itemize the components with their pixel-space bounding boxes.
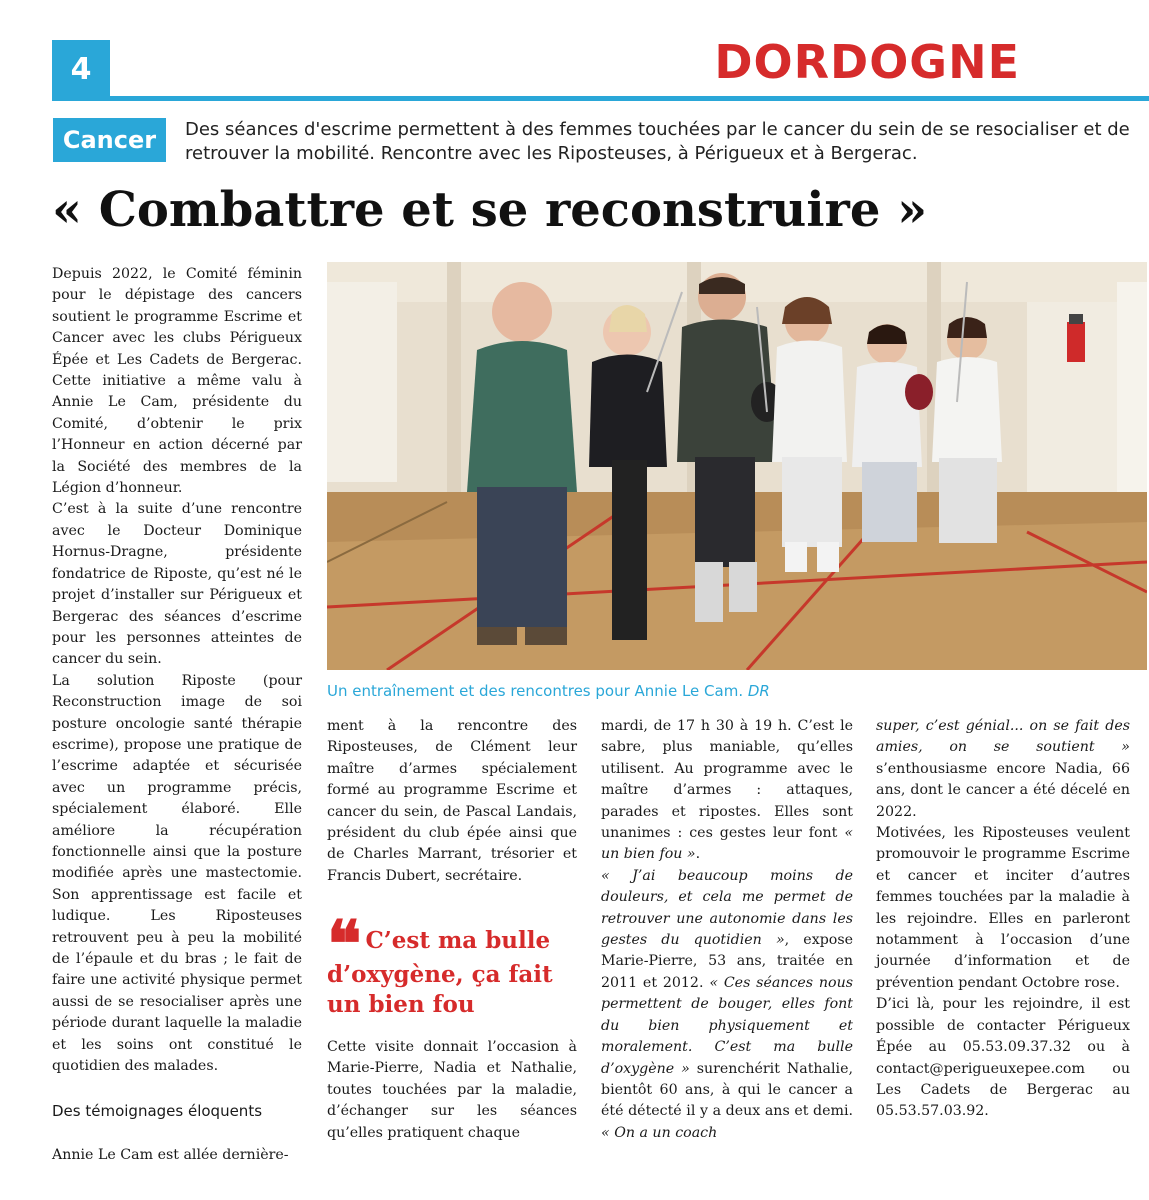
column-4 bbox=[876, 716, 1130, 1123]
paragraph: Annie Le Cam est allée dernière- bbox=[52, 1146, 289, 1163]
quote-mark-icon: ❝ bbox=[327, 907, 362, 982]
paragraph: mardi, de 17 h 30 à 19 h. C’est le sabre, plus maniable, qu’elles utilisent. Au programme avec le maître d’armes : attaques, parades et ripostes. Elles sont unanimes : ces gestes leur font « un bien fou ». bbox=[601, 718, 853, 863]
paragraph: ment à la rencontre des Riposteuses, de Clément leur maître d’armes spécialement formé au programme Escrime et cancer du sein, de Pascal Landais, président du club épée ainsi que de Charles Marrant, trésorier et Francis Dubert, secrétaire. bbox=[327, 718, 577, 884]
paragraph: D’ici là, pour les rejoindre, il est possible de contacter Périgueux Épée au 05.53.09.37.32 ou à contact@perigueuxepee.com ou Les Cadets de Bergerac au 05.53.57.03.92. bbox=[876, 996, 1130, 1120]
topic-tag: Cancer bbox=[53, 118, 166, 162]
paragraph: C’est à la suite d’une rencontre avec le Docteur Dominique Hornus-Dragne, présidente fondatrice de Riposte, qu’est né le projet d’installer sur Périgueux et Bergerac des séances d’escrime pour les personnes atteintes de cancer du sein. bbox=[52, 501, 302, 668]
paragraph: Cette visite donnait l’occasion à Marie-Pierre, Nadia et Nathalie, toutes touchées par la maladie, d’échanger sur les séances qu’elles pratiquent chaque bbox=[327, 1039, 577, 1141]
column-1 bbox=[52, 264, 302, 1166]
header-rule bbox=[52, 96, 1149, 101]
caption-text: Un entraînement et des rencontres pour Annie Le Cam. bbox=[327, 682, 744, 700]
paragraph: Motivées, les Riposteuses veulent promouvoir le programme Escrime et cancer et inciter d’autres femmes touchées par la maladie à les rejoindre. Elles en parleront notamment à l’occasion d’une journée d’information et de prévention pendant Octobre rose. bbox=[876, 825, 1130, 991]
subheading: Des témoignages éloquents bbox=[52, 1102, 263, 1121]
column-2 bbox=[327, 716, 577, 887]
photo-credit: DR bbox=[747, 682, 770, 700]
section-title: DORDOGNE bbox=[714, 35, 1020, 89]
pull-quote-text: C’est ma bulle d’oxygène, ça fait un bien fou bbox=[327, 927, 553, 1018]
paragraph: super, c’est génial... on se fait des amies, on se soutient » s’enthousiasme encore Nadia, 66 ans, dont le cancer a été décelé en 2022. bbox=[876, 718, 1130, 820]
article-lede: Des séances d'escrime permettent à des femmes touchées par le cancer du sein de se resocialiser et de retrouver la mobilité. Rencontre avec les Riposteuses, à Périgueux et à Bergerac. bbox=[185, 119, 1130, 164]
column-2-lower bbox=[327, 1037, 577, 1144]
pull-quote bbox=[327, 907, 582, 1020]
column-3 bbox=[601, 716, 853, 1144]
page-number: 4 bbox=[52, 40, 110, 100]
article-photo bbox=[327, 262, 1147, 670]
paragraph: Depuis 2022, le Comité féminin pour le dépistage des cancers soutient le programme Escrime et Cancer avec les clubs Périgueux Épée et Les Cadets de Bergerac. Cette initiative a même valu à Annie Le Cam, présidente du Comité, d’obtenir le prix l’Honneur en action décerné par la Société des membres de la Légion d’honneur. bbox=[52, 266, 302, 497]
paragraph: La solution Riposte (pour Reconstruction image de soi posture oncologie santé thérapie escrime), propose une pratique de l’escrime adaptée et sécurisée avec un programme précis, spécialement élaboré. Elle améliore la récupération fonctionnelle ainsi que la posture modifiée après une mastectomie. Son apprentissage est facile et ludique. Les Riposteuses retrouvent peu à peu la mobilité de l’épaule et du bras ; le fait de faire une activité physique permet aussi de se resocialiser après une période durant laquelle la maladie et les soins ont constitué le quotidien des malades. bbox=[52, 672, 302, 1075]
paragraph: « J’ai beaucoup moins de douleurs, et cela me permet de retrouver une autonomie dans les gestes du quotidien », expose Marie-Pierre, 53 ans, traitée en 2011 et 2012. « Ces séances nous permettent de bouger, elles font du bien physiquement et moralement. C’est ma bulle d’oxygène » surenchérit Nathalie, bientôt 60 ans, à qui le cancer a été détecté il y a deux ans et demi. « On a un coach bbox=[601, 867, 853, 1141]
article-headline: « Combattre et se reconstruire » bbox=[52, 182, 928, 238]
photo-caption bbox=[327, 682, 1147, 700]
